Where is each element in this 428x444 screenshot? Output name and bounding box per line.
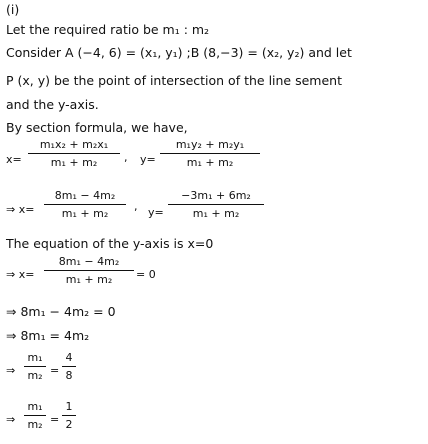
x-equals: ⇒ x= xyxy=(6,268,35,281)
denominator: m₁ + m₂ xyxy=(61,207,109,220)
numerator: 1 xyxy=(65,400,73,413)
implies: ⇒ xyxy=(6,364,16,377)
x-equals: ⇒ x= xyxy=(6,203,35,216)
numerator: m₁y₂ + m₂y₁ xyxy=(175,138,245,151)
line-equation-equal: ⇒ 8m₁ = 4m₂ xyxy=(6,328,90,343)
part-label: (i) xyxy=(6,2,20,17)
line-equation-zero: ⇒ 8m₁ − 4m₂ = 0 xyxy=(6,304,116,319)
denominator: m₁ + m₂ xyxy=(65,273,113,286)
denominator: m₁ + m₂ xyxy=(192,207,240,220)
fraction-m xyxy=(24,351,46,382)
fraction-x xyxy=(44,255,134,286)
fraction-m xyxy=(24,400,46,431)
fraction-x xyxy=(44,189,126,220)
equals-zero: = 0 xyxy=(136,268,156,281)
fraction-x xyxy=(28,138,120,169)
numerator: m₁x₂ + m₂x₁ xyxy=(39,138,109,151)
numerator: 4 xyxy=(65,351,73,364)
line-ratio: Let the required ratio be m₁ : m₂ xyxy=(6,22,210,37)
fraction-value xyxy=(62,351,76,382)
y-equals: y= xyxy=(140,153,156,166)
comma: , xyxy=(124,151,128,164)
line-point-p: P (x, y) be the point of intersection of the line sement xyxy=(6,73,342,88)
line-y-axis: and the y-axis. xyxy=(6,97,99,112)
comma: , xyxy=(134,200,138,213)
numerator: 8m₁ − 4m₂ xyxy=(54,189,116,202)
implies: ⇒ xyxy=(6,413,16,426)
numerator: 8m₁ − 4m₂ xyxy=(58,255,120,268)
line-consider: Consider A (−4, 6) = (x₁, y₁) ;B (8,−3) = (x₂, y₂) and let xyxy=(6,45,352,60)
line-y-axis-equation: The equation of the y-axis is x=0 xyxy=(6,236,214,251)
equals: = xyxy=(50,364,60,377)
line-section-formula: By section formula, we have, xyxy=(6,120,188,135)
numerator: m₁ xyxy=(27,351,43,364)
denominator: m₂ xyxy=(27,369,43,382)
denominator: 2 xyxy=(65,418,73,431)
y-equals: y= xyxy=(148,206,164,219)
numerator: −3m₁ + 6m₂ xyxy=(181,189,251,202)
x-equals: x= xyxy=(6,153,22,166)
equals: = xyxy=(50,413,60,426)
fraction-y xyxy=(160,138,260,169)
denominator: 8 xyxy=(65,369,73,382)
denominator: m₁ + m₂ xyxy=(50,156,98,169)
denominator: m₂ xyxy=(27,418,43,431)
denominator: m₁ + m₂ xyxy=(186,156,234,169)
fraction-value xyxy=(62,400,76,431)
numerator: m₁ xyxy=(27,400,43,413)
fraction-y xyxy=(168,189,264,220)
